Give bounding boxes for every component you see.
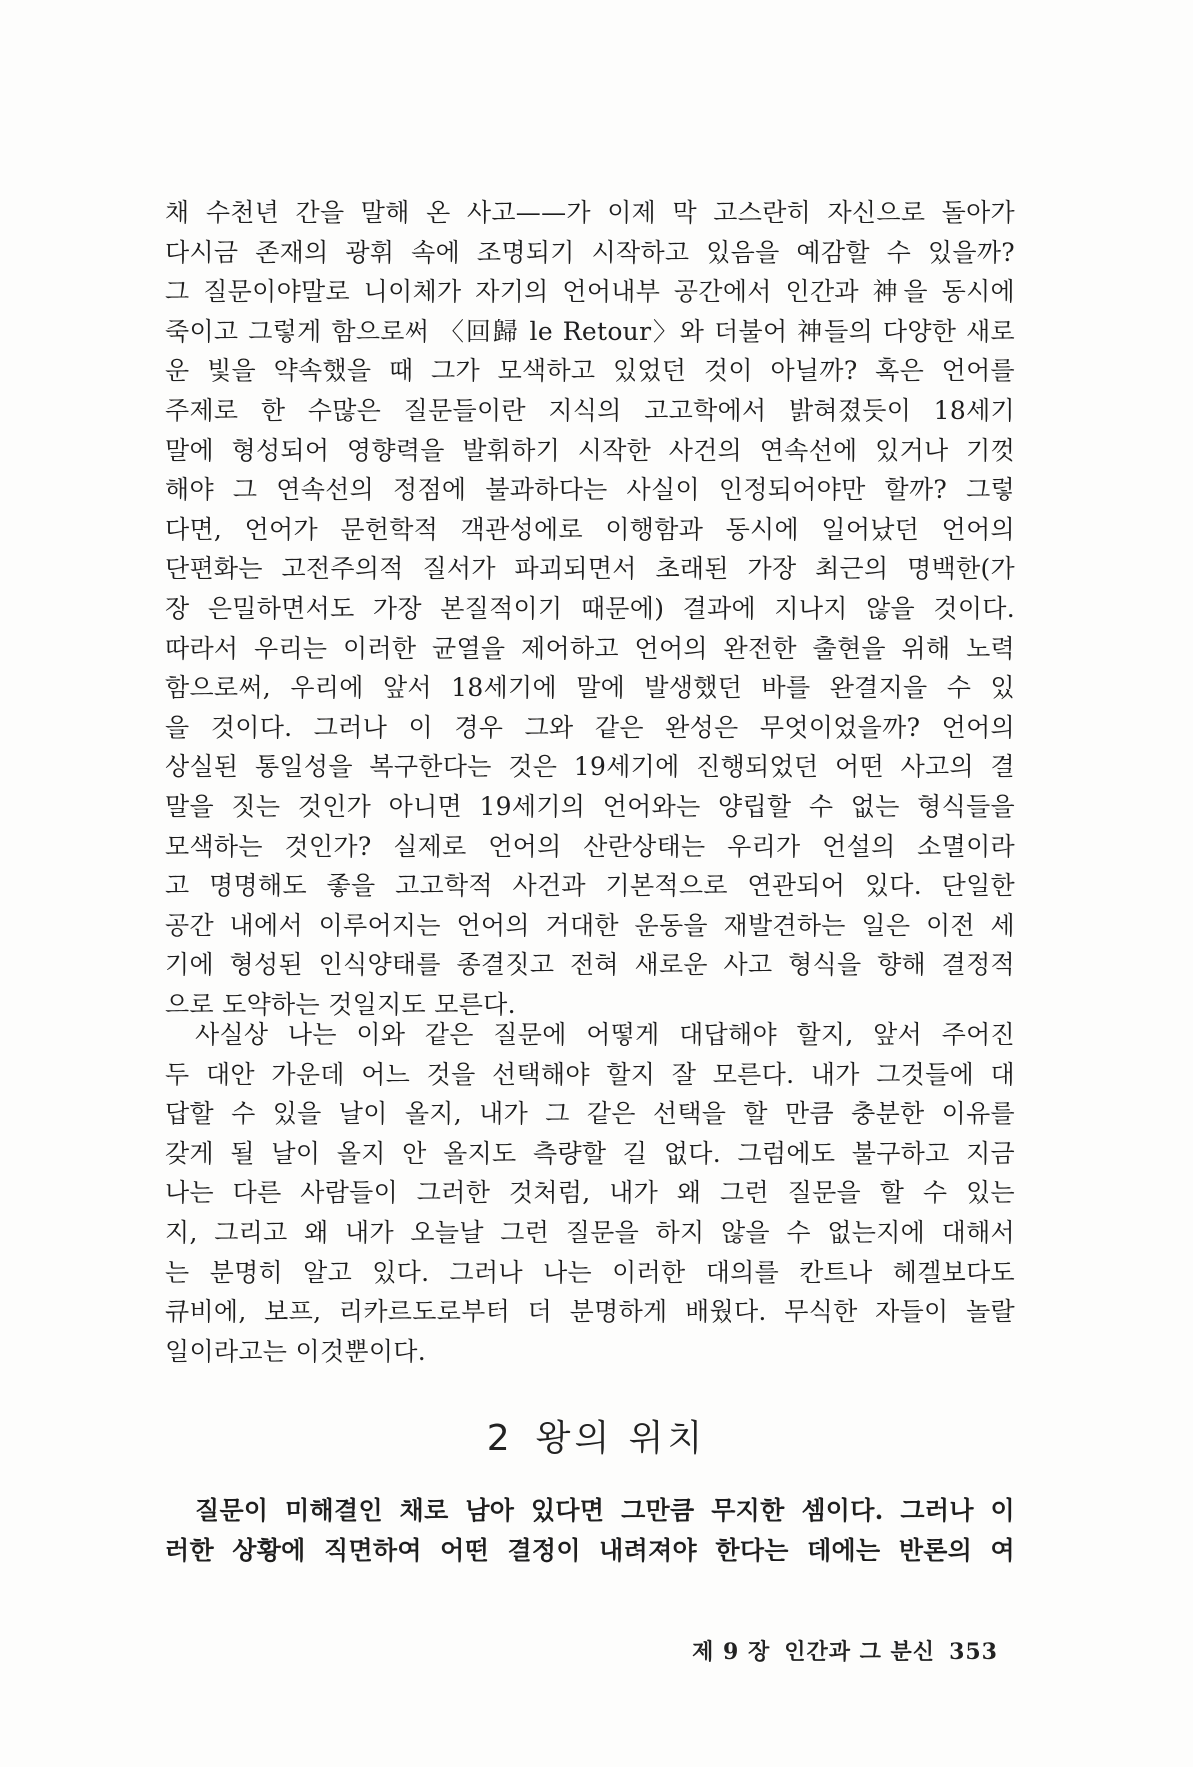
section-number: 2 [486,1418,514,1459]
text-line: 갖게 될 날이 올지 안 올지도 측량할 길 없다. 그럼에도 불구하고 지금 [165,1138,1015,1168]
text-line: 말에 형성되어 영향력을 발휘하기 시작한 사건의 연속선에 있거나 기껏 [165,435,1015,465]
text-line: 모색하는 것인가? 실제로 언어의 산란상태는 우리가 언설의 소멸이라 [165,831,1015,861]
text-line: 따라서 우리는 이러한 균열을 제어하고 언어의 완전한 출현을 위해 노력 [165,633,1015,663]
text-line: 다면, 언어가 문헌학적 객관성에로 이행함과 동시에 일어났던 언어의 [165,514,1015,544]
section-title: 왕의 위치 [535,1418,707,1459]
text-line: 해야 그 연속선의 정점에 불과하다는 사실이 인정되어야만 할까? 그렇 [165,475,1015,505]
text-line: 주제로 한 수많은 질문들이란 지식의 고고학에서 밝혀졌듯이 18세기 [165,395,1015,425]
text-line: 공간 내에서 이루어지는 언어의 거대한 운동을 재발견하는 일은 이전 세 [165,910,1015,940]
text-line: 답할 수 있을 날이 올지, 내가 그 같은 선택을 할 만큼 충분한 이유를 [165,1099,1015,1129]
paragraph-1 [165,193,1015,1024]
text-line: 나는 다른 사람들이 그러한 것처럼, 내가 왜 그런 질문을 할 수 있는 [165,1178,1015,1208]
section-heading [0,1410,1193,1461]
text-line: 기에 형성된 인식양태를 종결짓고 전혀 새로운 사고 형식을 향해 결정적 [165,950,1015,980]
text-line: 상실된 통일성을 복구한다는 것은 19세기에 진행되었던 어떤 사고의 결 [165,752,1015,782]
text-line: 다시금 존재의 광휘 속에 조명되기 시작하고 있음을 예감할 수 있을까? [165,237,1015,267]
text-line: 죽이고 그렇게 함으로써 〈回歸 le Retour〉와 더불어 神들의 다양한 새로 [165,316,1015,346]
text-line: 장 은밀하면서도 가장 본질적이기 때문에) 결과에 지나지 않을 것이다. [165,593,1015,623]
text-line: 을 것이다. 그러나 이 경우 그와 같은 완성은 무엇이었을까? 언어의 [165,712,1015,742]
text-line: 는 분명히 알고 있다. 그러나 나는 이러한 대의를 칸트나 헤겔보다도 [165,1257,1015,1287]
page-number: 353 [949,1639,998,1665]
text-line: 채 수천년 간을 말해 온 사고——가 이제 막 고스란히 자신으로 돌아가 [165,198,1015,227]
text-line-last: 으로 도약하는 것일지도 모른다. [165,989,516,1019]
section-paragraph [165,1491,1015,1570]
text-line: 러한 상황에 직면하여 어떤 결정이 내려져야 한다는 데에는 반론의 여 [165,1535,1015,1565]
text-line: 지, 그리고 왜 내가 오늘날 그런 질문을 하지 않을 수 없는지에 대해서 [165,1217,1015,1247]
text-line: 운 빛을 약속했을 때 그가 모색하고 있었던 것이 아닐까? 혹은 언어를 [165,356,1015,386]
text-line: 단편화는 고전주의적 질서가 파괴되면서 초래된 가장 최근의 명백한(가 [165,554,1015,584]
text-line: 말을 짓는 것인가 아니면 19세기의 언어와는 양립할 수 없는 형식들을 [165,791,1015,821]
text-line: 그 질문이야말로 니이체가 자기의 언어내부 공간에서 인간과 神을 동시에 [165,277,1015,307]
footer-chapter: 제 9 장 [692,1639,771,1665]
paragraph-2 [165,1015,1015,1371]
text-line: 고 명명해도 좋을 고고학적 사건과 기본적으로 연관되어 있다. 단일한 [165,871,1015,901]
text-line: 함으로써, 우리에 앞서 18세기에 말에 발생했던 바를 완결지을 수 있 [165,673,1015,703]
text-line: 두 대안 가운데 어느 것을 선택해야 할지 잘 모른다. 내가 그것들에 대 [165,1059,1015,1089]
running-footer [678,1635,998,1666]
text-line: 사실상 나는 이와 같은 질문에 어떻게 대답해야 할지, 앞서 주어진 [195,1020,1015,1049]
text-line-last: 일이라고는 이것뿐이다. [165,1336,426,1366]
text-line: 큐비에, 보프, 리카르도로부터 더 분명하게 배웠다. 무식한 자들이 놀랄 [165,1297,1015,1327]
text-line: 질문이 미해결인 채로 남아 있다면 그만큼 무지한 셈이다. 그러나 이 [195,1496,1015,1525]
footer-chapter-title: 인간과 그 분신 [784,1639,936,1665]
